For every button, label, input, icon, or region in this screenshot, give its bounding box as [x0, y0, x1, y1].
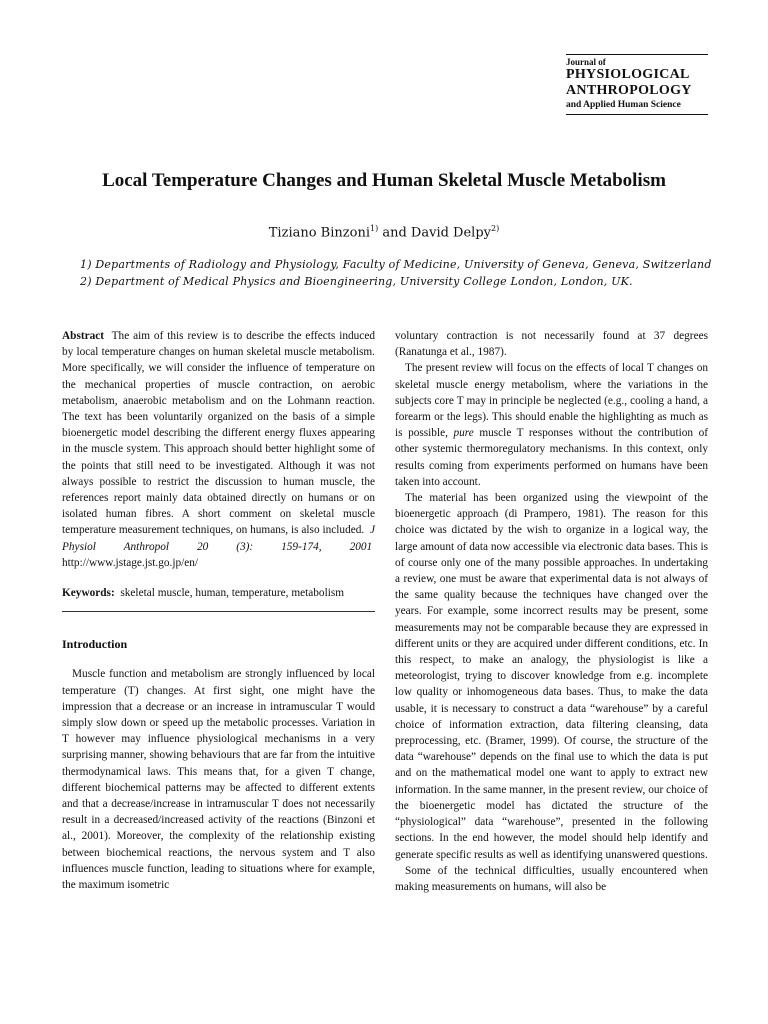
- abstract-text: The aim of this review is to describe the effects induced by local temperature changes on human skeletal muscle metabolism. More specifically, we will consider the influence of temperature on the mechanical properties of muscle contraction, on aerobic metabolism, anaerobic metabolism and on the Lohmann reaction. The text has been voluntarily organized on the basis of a simple bioenergetic model describing the different energy fluxes appearing in the muscle system. This approach should better highlight some of the points that still need to be investigated. Although it was not always possible to restrict the discussion to human muscle, the references report mainly data obtained directly on humans or on isolated human fibres. A short comment on skeletal muscle temperature measurement techniques, on humans, is also included.: [62, 330, 375, 537]
- left-column: [62, 328, 375, 893]
- journal-prefix: Journal of: [566, 57, 606, 67]
- intro-paragraph-4: Some of the technical difficulties, usually encountered when making measurements on humans, will also be: [395, 864, 708, 893]
- intro-paragraph-2-part-b: muscle T responses without the contribution of other systemic thermoregulatory mechanisms. In this context, only results coming from experiments performed on humans have been taken into account.: [395, 427, 708, 488]
- author-2: David Delpy: [410, 225, 491, 241]
- intro-paragraph-1: Muscle function and metabolism are strongly influenced by local temperature (T) changes. At first sight, one might have the impression that a decrease or an increase in intramuscular T would simply slow down or speed up the metabolic processes. Variation in T however may influence physiological mechanisms in a very surprising manner, showing behaviours that are far from the intuitive thermodynamical laws. This means that, for a given T change, different biochemical patterns may be affected to different extents and that a decrease/increase in intramuscular T does not necessarily result in a decreased/increased activity of the reactions (Binzoni et al., 2001). Moreover, the complexity of the relationship existing between biochemical reactions, the nervous system and T also influences muscle function, leading to situations where for example, the maximum isometric: [62, 668, 375, 892]
- keywords-label: Keywords:: [62, 587, 115, 600]
- journal-name-line1: PHYSIOLOGICAL: [566, 67, 690, 82]
- intro-paragraph-2-part-a: The present review will focus on the effects of local T changes on skeletal muscle energy metabolism, where the variations in the subjects core T may in principle be neglected (e.g., cooling a hand, a forearm or the legs). This should enable the highlighting as much as is possible,: [395, 362, 708, 440]
- right-column: [395, 328, 708, 895]
- author-joiner: and: [378, 225, 411, 241]
- intro-paragraph-2: [395, 360, 708, 490]
- abstract: [62, 328, 375, 571]
- journal-name-line2: ANTHROPOLOGY: [566, 83, 692, 98]
- journal-masthead: [566, 54, 708, 115]
- affiliation-1: 1) Departments of Radiology and Physiology, Faculty of Medicine, University of Geneva, Geneva, Switzerland: [80, 258, 712, 271]
- author-line: [0, 224, 768, 240]
- author-1: Tiziano Binzoni: [268, 225, 370, 241]
- intro-paragraph-1-continued: voluntary contraction is not necessarily found at 37 degrees (Ranatunga et al., 1987).: [395, 330, 708, 359]
- introduction-heading: Introduction: [62, 637, 128, 652]
- journal-subtitle: and Applied Human Science: [566, 100, 681, 110]
- keywords: [62, 585, 375, 601]
- abstract-url[interactable]: http://www.jstage.jst.go.jp/en/: [62, 556, 199, 569]
- abstract-citation: J Physiol Anthropol 20 (3): 159-174, 2001: [62, 524, 375, 553]
- keywords-text: skeletal muscle, human, temperature, metabolism: [120, 587, 345, 600]
- intro-paragraph-2-emphasis: pure: [453, 427, 474, 440]
- author-2-affiliation-mark: 2): [491, 224, 500, 233]
- author-1-affiliation-mark: 1): [369, 224, 379, 233]
- abstract-label: Abstract: [62, 330, 105, 342]
- intro-paragraph-3: The material has been organized using the viewpoint of the bioenergetic approach (di Prampero, 1981). The reason for this choice was dictated by the wish to organize in a logical way, the large amount of data now accessible via electronic data bases. This is of course only one of the many possible approaches. In undertaking a review, one must be aware that experimental data is not always of the same quality because the techniques have changed over the years. For example, some incorrect results may be present, some measurements may not be comparable because they are expressed in different units or they are acquired under different conditions, etc. In this respect, to make an analogy, the physiologist is like a meteorologist, trying to discover knowledge from e.g. incomplete low quality or inhomogeneous data bases. Thus, to make the data usable, it is necessary to construct a data “warehouse” by a careful choice of information extraction, data filtering cleansing, data preprocessing, etc. (Bramer, 1999). Of course, the structure of the data “warehouse” depends on the final use to which the data is put and on the mathematical model one want to apply to extract new information. In the same manner, in the present review, our choice of the bioenergetic model has dictated the structure of the “physiological” data “warehouse”, presented in the following sections. In the end however, the model should help identify and generate specific results as well as identifying unanswered questions.: [395, 492, 708, 861]
- paper-title: Local Temperature Changes and Human Skeletal Muscle Metabolism: [102, 170, 666, 191]
- affiliation-2: 2) Department of Medical Physics and Bioengineering, University College London, London, UK.: [80, 275, 633, 288]
